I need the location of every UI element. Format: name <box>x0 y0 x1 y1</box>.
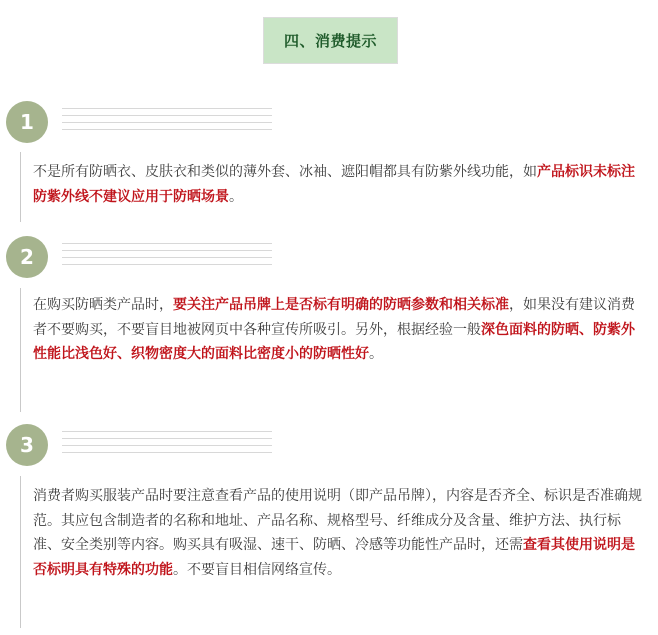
paragraph-text: ，如果没有建议消费者不要购买，不要盲目地被网页中各种宣传所吸引。另外，根据经验一般 <box>33 297 635 338</box>
paragraph-text: 不是所有防晒衣、皮肤衣和类似的薄外套、冰袖、遮阳帽都具有防紫外线功能，如 <box>33 164 537 180</box>
paragraph-text: 。 <box>229 188 243 205</box>
section-number-circle-3 <box>6 424 48 466</box>
paragraph-text: 消费者购买服装产品时要注意查看产品的使用说明（即产品吊牌），内容是否齐全、标识是否准确规范。其应包含制造者的名称和地址、产品名称、规格型号、纤维成分及含量、维护方法、执行标准、安全类别等内容。购买具有吸湿、速干、防晒、冷感等功能性产品时，还需 <box>33 488 642 553</box>
section-heading-box <box>263 17 398 64</box>
decorative-stripes <box>62 431 272 461</box>
section-paragraph-1 <box>33 160 645 209</box>
paragraph-text: 在购买防晒类产品时， <box>33 297 173 313</box>
paragraph-text: 。不要盲目相信网络宣传。 <box>173 561 341 578</box>
section-divider-line <box>20 476 21 628</box>
section-divider-line <box>20 152 21 222</box>
decorative-stripes <box>62 108 272 138</box>
section-divider-line <box>20 288 21 412</box>
section-number-circle-1 <box>6 101 48 143</box>
section-paragraph-3 <box>33 484 645 582</box>
section-number-2: 2 <box>20 245 34 269</box>
section-paragraph-2 <box>33 293 645 367</box>
section-number-1: 1 <box>20 110 34 134</box>
decorative-stripes <box>62 243 272 273</box>
paragraph-text: 。 <box>369 346 383 362</box>
highlighted-text: 查看其使用说明是否标明具有特殊的功能 <box>33 537 635 578</box>
highlighted-text: 深色面料的防晒、防紫外性能比浅色好、织物密度大的面料比密度小的防晒性好 <box>33 321 635 362</box>
section-heading: 四、消费提示 <box>283 32 377 50</box>
section-number-circle-2 <box>6 236 48 278</box>
highlighted-text: 要关注产品吊牌上是否标有明确的防晒参数和相关标准 <box>173 297 509 313</box>
highlighted-text: 产品标识未标注防紫外线不建议应用于防晒场景 <box>33 164 635 205</box>
section-number-3: 3 <box>20 433 34 457</box>
